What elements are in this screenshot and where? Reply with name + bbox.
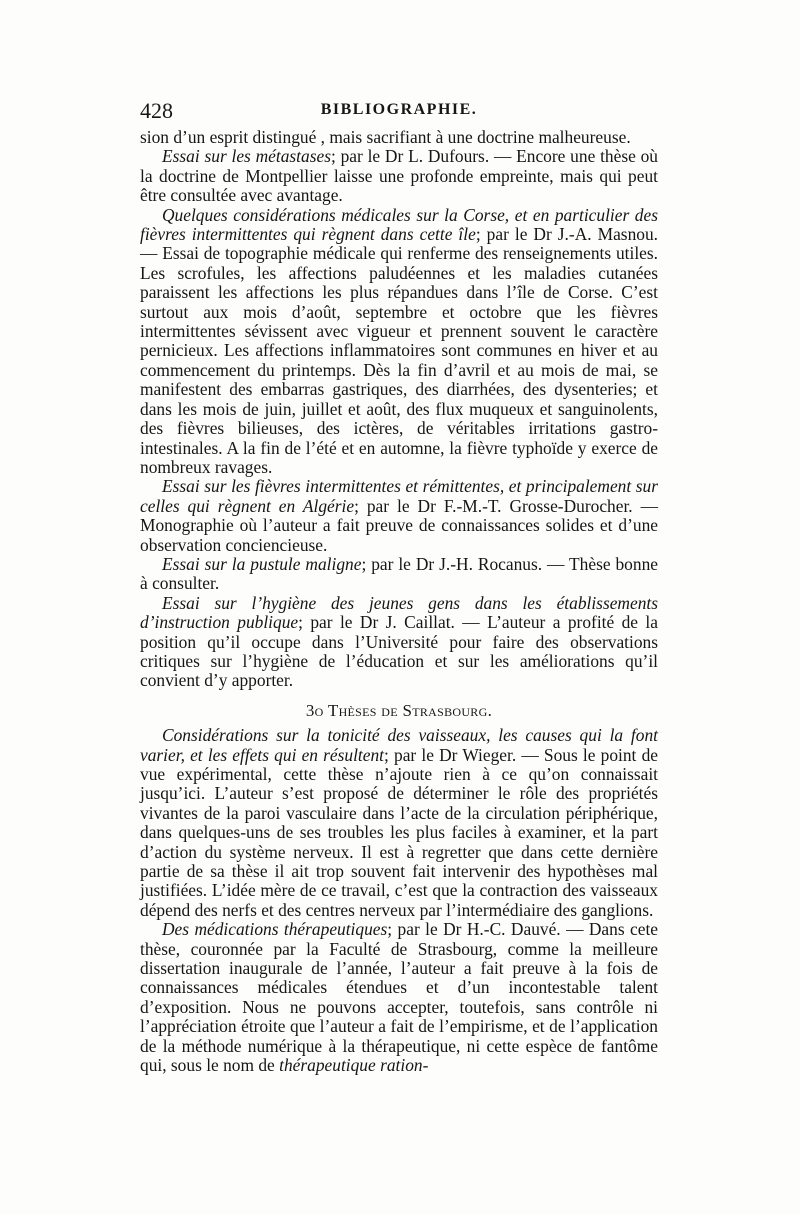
paragraph: sion d’un esprit distingué , mais sacrifiant à une doctrine malheureuse. [140,127,631,147]
paragraph: Des médications thérapeutiques; par le Dr H.-C. Dauvé. — Dans cete thèse, couronnée par la Faculté de Strasbourg, comme la meilleure dissertation inaugurale de l’année, l’auteur a fait preuve à la fois de connaissances médicales étendues et d’un incontestable talent d’exposition. Nous ne pouvons accepter, toutefois, sans contrôle ni l’appréciation étroite que l’auteur a fait de l’empirisme, et de l’application de la méthode numérique à la thérapeutique, ni cette espèce de fantôme qui, sous le nom de thérapeutique ration- [140,919,659,1076]
page-body [140,128,658,1076]
section-heading: 3o Thèses de Strasbourg. [305,700,493,720]
paragraph: Quelques considérations médicales sur la Corse, et en particulier des fièvres intermittentes qui règnent dans cette île; par le Dr J.-A. Masnou. — Essai de topographie médicale qui renferme des renseignements utiles. Les scrofules, les affections paludéennes et les maladies cutanées paraissent les affections les plus répandues dans l’île de Corse. C’est surtout aux mois d’août, septembre et octobre que les fièvres intermittentes sévissent avec vigueur et prennent souvent le caractère pernicieux. Les affections inflammatoires sont communes en hiver et au commencement du printemps. Dès la fin d’avril et au mois de mai, se manifestent des embarras gastriques, des diarrhées, des dysenteries; et dans les mois de juin, juillet et août, des flux muqueux et sanguinolents, des fièvres bilieuses, des ictères, de véritables irritations gastro-intestinales. A la fin de l’été et en automne, la fièvre typhoïde y exerce de nombreux ravages. [140,204,659,477]
paragraph: Essai sur la pustule maligne; par le Dr J.-H. Rocanus. — Thèse bonne à consulter. [140,553,658,594]
paragraph: Essai sur les fièvres intermittentes et rémittentes, et principalement sur celles qui règnent en Algérie; par le Dr F.-M.-T. Grosse-Durocher. — Monographie où l’auteur a fait preuve de connaissances solides et d’une observation conciencieuse. [140,476,658,555]
running-head: BIBLIOGRAPHIE. [320,101,478,118]
page-header [140,98,658,124]
paragraph: Considérations sur la tonicité des vaisseaux, les causes qui la font varier, et les effets qui en résultent; par le Dr Wieger. — Sous le point de vue expérimental, cette thèse n’ajoute rien à ce qu’on connaissait jusqu’ici. L’auteur s’est proposé de déterminer le rôle des propriétés vivantes de la paroi vasculaire dans l’acte de la circulation périphérique, dans quelques-uns de ses troubles les plus faciles à examiner, et la part d’action du système nerveux. Il est à regretter que dans cette dernière partie de sa thèse il ait trop souvent fait intervenir des hypothèses mal justifiées. L’idée mère de ce travail, c’est que la contraction des vaisseaux dépend des nerfs et des centres nerveux par l’intermédiaire des ganglions. [140,725,658,920]
paragraph: Essai sur les métastases; par le Dr L. Dufours. — Encore une thèse où la doctrine de Montpellier laisse une profonde empreinte, mais qui peut être consultée avec avantage. [140,146,658,206]
paragraph: Essai sur l’hygiène des jeunes gens dans les établissements d’instruction publique; par le Dr J. Caillat. — L’auteur a profité de la position qu’il occupe dans l’Université pour faire des observations critiques sur l’hygiène de l’éducation et sur les améliorations qu’il convient d’y apporter. [140,592,658,691]
page-number: 428 [140,98,173,123]
